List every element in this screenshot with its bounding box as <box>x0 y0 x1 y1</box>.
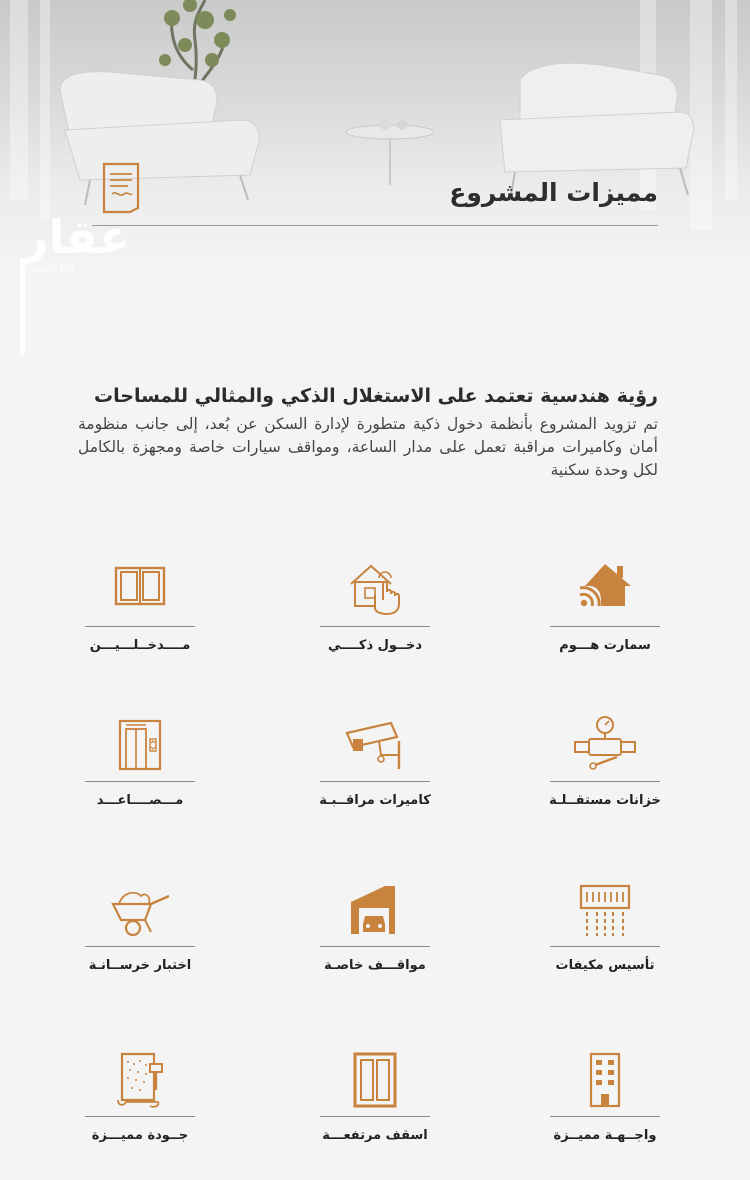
feature-item <box>85 715 195 825</box>
feature-label: اختبار خرســانـة <box>88 958 192 973</box>
garage-icon <box>345 880 405 940</box>
feature-divider <box>550 1116 660 1117</box>
feature-item <box>85 1050 195 1160</box>
feature-divider <box>550 626 660 627</box>
feature-item <box>550 1050 660 1160</box>
feature-label: اسقف مرتفعـــة <box>322 1128 428 1143</box>
feature-item <box>85 560 195 670</box>
water-tank-meter-icon <box>571 715 639 775</box>
feature-label: دخــول ذكــــي <box>327 638 423 653</box>
feature-label: مـــصــــاعـــد <box>96 793 184 808</box>
feature-label: مواقـــف خاصـة <box>324 958 426 973</box>
feature-divider <box>85 781 195 782</box>
feature-divider <box>85 1116 195 1117</box>
feature-label: سمارت هـــوم <box>559 638 651 653</box>
feature-divider <box>320 781 430 782</box>
feature-item <box>550 880 660 990</box>
feature-divider <box>550 781 660 782</box>
elevator-icon <box>110 715 170 775</box>
double-door-icon <box>110 560 170 610</box>
feature-item <box>320 560 430 670</box>
feature-divider <box>550 946 660 947</box>
feature-label: تأسيس مكيفات <box>555 958 655 973</box>
security-camera-icon <box>341 715 409 775</box>
feature-item <box>550 715 660 825</box>
feature-label: مــــدخــلـــيـــن <box>89 638 191 653</box>
air-conditioner-icon <box>575 880 635 940</box>
feature-divider <box>320 1116 430 1117</box>
high-ceiling-window-icon <box>345 1050 405 1110</box>
smart-home-icon <box>575 560 635 610</box>
feature-divider <box>85 626 195 627</box>
feature-label: واجــهـة مميــزة <box>553 1128 657 1143</box>
smart-entry-icon <box>345 560 405 616</box>
watermark-url: aqar.fm <box>30 264 76 275</box>
feature-divider <box>320 626 430 627</box>
feature-item <box>320 1050 430 1160</box>
feature-item <box>550 560 660 670</box>
feature-item <box>85 880 195 990</box>
intro-heading: رؤية هندسية تعتمد على الاستغلال الذكي والمثالي للمساحات <box>94 385 658 407</box>
feature-label: جــودة مميـــزة <box>91 1128 189 1143</box>
feature-label: كاميرات مراقــبـة <box>319 793 431 808</box>
watermark-logo: عقار <box>22 210 131 264</box>
feature-label: خزانات مستقــلـة <box>549 793 661 808</box>
feature-item <box>320 715 430 825</box>
feature-item <box>320 880 430 990</box>
feature-divider <box>85 946 195 947</box>
quality-document-icon <box>110 1050 170 1110</box>
page-title: مميزات المشروع <box>449 178 658 207</box>
intro-body: تم تزويد المشروع بأنظمة دخول ذكية متطورة لإدارة السكن عن بُعد، إلى جانب منظومة أمان وكاميرات مراقبة تعمل على مدار الساعة، ومواقف سيارات خاصة ومجهزة بالكامل لكل وحدة سكنية <box>78 415 658 479</box>
feature-divider <box>320 946 430 947</box>
building-facade-icon <box>575 1050 635 1110</box>
wheelbarrow-icon <box>105 880 175 940</box>
